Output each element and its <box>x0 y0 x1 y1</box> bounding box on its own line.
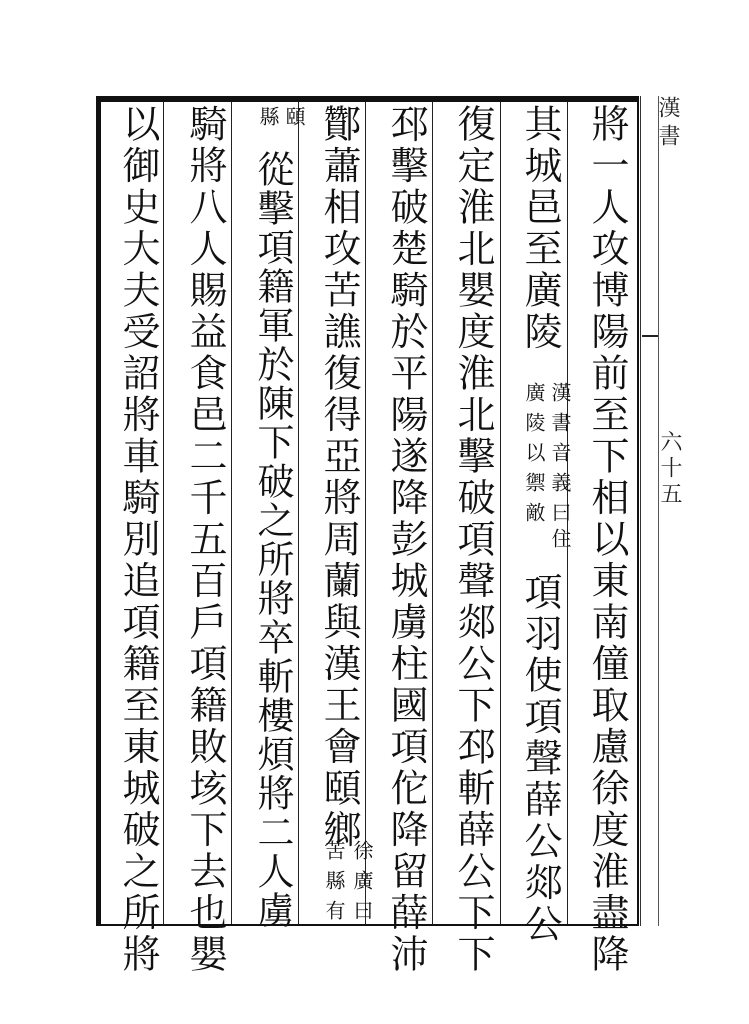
fish-tail-mark <box>642 335 658 337</box>
text-column-3: 復定淮北嬰度淮北擊破項聲郯公下邳斬薛公下下 <box>451 104 495 976</box>
text-column-2-rest: 項羽使項聲薛公郯公 <box>518 572 562 946</box>
annotation-right: 漢書音義曰 <box>548 382 572 532</box>
text-column-8: 以御史大夫受詔將車騎別追項籍至東城破之所將 <box>116 104 160 976</box>
column-rule <box>432 102 433 924</box>
column-rule <box>500 102 501 924</box>
gutter-title: 漢書 <box>655 96 680 152</box>
page-gutter <box>640 96 684 926</box>
column-rule <box>298 102 299 924</box>
text-column-7: 騎將八人賜益食邑二千五百戶項籍敗垓下去也嬰 <box>183 104 227 976</box>
annotation-top-left: 縣 <box>256 106 280 136</box>
text-column-2: 其城邑至廣陵 <box>518 104 562 353</box>
gutter-rule <box>640 96 641 926</box>
text-column-5: 酇蕭相攻苦譙復得亞將周蘭與漢王會頤鄉 <box>317 104 361 851</box>
annotation-left: 苦縣有 <box>322 840 346 930</box>
page-number: 六十五 <box>657 430 682 508</box>
text-column-1: 將一人攻博陽前至下相以東南僮取慮徐度淮盡降 <box>585 104 629 976</box>
column-rule <box>365 102 366 924</box>
annotation-tail: 住 <box>548 528 572 558</box>
gutter-rule <box>658 96 659 926</box>
annotation-left: 廣陵以禦敵 <box>522 382 546 532</box>
text-column-4: 邳擊破楚騎於平陽遂降彭城虜柱國項佗降留薛沛 <box>384 104 428 976</box>
annotation-right: 徐廣曰 <box>350 840 374 930</box>
annotation-top-right: 頤 <box>282 106 306 136</box>
column-rule <box>163 102 164 924</box>
column-rule <box>231 102 232 924</box>
text-column-6: 從擊項籍軍於陳下破之所將卒斬樓煩將二人虜 <box>251 150 294 930</box>
